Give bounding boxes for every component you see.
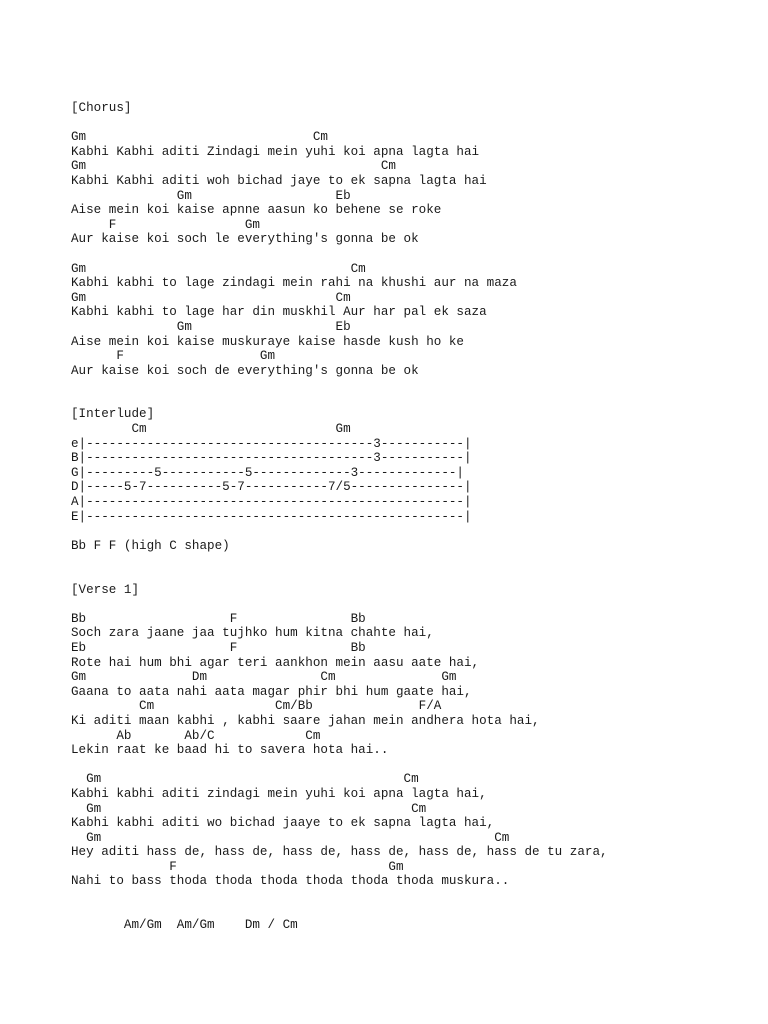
lyrics-and-chords-text: [Chorus] Gm Cm Kabhi Kabhi aditi Zindagi mein yuhi koi apna lagta hai Gm Cm Kabhi Kabhi aditi woh bichad jaye to ek sapna lagta hai Gm Eb Aise mein koi kaise apnne aasun ko behene se roke F Gm Aur kaise koi soch le everything's gonna be ok Gm Cm Kabhi kabhi to lage zindagi mein rahi na khushi aur na maza Gm Cm Kabhi kabhi to lage har din muskhil Aur har pal ek saza Gm Eb Aise mein koi kaise muskuraye kaise hasde kush ho ke F Gm Aur kaise koi soch de everything's gonna be ok [Interlude] Cm Gm e|--------------------------------------3-----------| B|--------------------------------------3-----------| G|---------5-----------5-------------3-------------| D|-----5-7----------5-7-----------7/5---------------| A|--------------------------------------------------| E|--------------------------------------------------| Bb F F (high C shape) [Verse 1] Bb F Bb Soch zara jaane jaa tujhko hum kitna chahte hai, Eb F Bb Rote hai hum bhi agar teri aankhon mein aasu aate hai, Gm Dm Cm Gm Gaana to aata nahi aata magar phir bhi hum gaate hai, Cm Cm/Bb F/A Ki aditi maan kabhi , kabhi saare jahan mein andhera hota hai, Ab Ab/C Cm Lekin raat ke baad hi to savera hota hai.. Gm Cm Kabhi kabhi aditi zindagi mein yuhi koi apna lagta hai, Gm Cm Kabhi kabhi aditi wo bichad jaaye to ek sapna lagta hai, Gm Cm Hey aditi hass de, hass de, hass de, hass de, hass de, hass de tu zara, F Gm Nahi to bass thoda thoda thoda thoda thoda thoda muskura.. Am/Gm Am/Gm Dm / Cm xyxy=(71,101,608,933)
chord-sheet xyxy=(71,101,751,933)
